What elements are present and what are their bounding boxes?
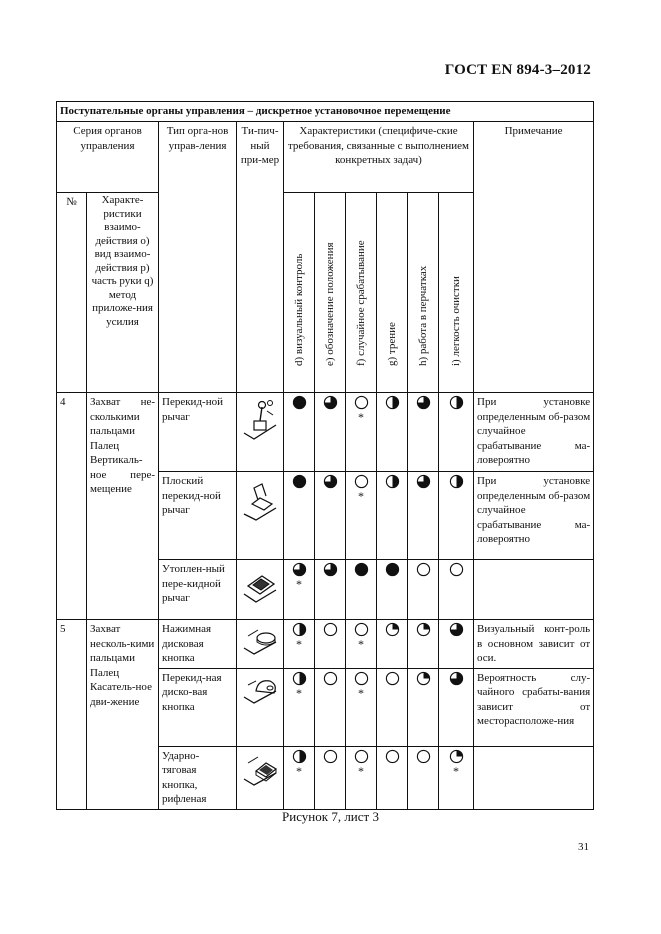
rating-half-icon xyxy=(292,749,307,764)
recessed-rocker-icon xyxy=(237,560,284,620)
toggle-lever-icon xyxy=(237,393,284,472)
rating-three-quarter-icon xyxy=(416,395,431,410)
rating-full-icon xyxy=(385,562,400,577)
rating-cell xyxy=(284,393,315,472)
rating-cell xyxy=(439,746,474,809)
star-marker: * xyxy=(358,763,364,778)
series-header: Серия органов управления xyxy=(57,122,159,193)
rating-full-icon xyxy=(292,395,307,410)
rating-cell xyxy=(377,472,408,560)
rating-cell xyxy=(284,560,315,620)
rating-cell xyxy=(439,560,474,620)
col-f-header: f) случайное срабатывание xyxy=(346,193,377,393)
note-cell xyxy=(474,560,594,620)
rating-cell xyxy=(377,560,408,620)
rating-cell xyxy=(315,620,346,669)
figure-caption: Рисунок 7, лист 3 xyxy=(282,809,379,824)
rating-cell xyxy=(346,668,377,746)
rating-full-icon xyxy=(292,474,307,489)
star-marker: * xyxy=(358,489,364,503)
rating-cell xyxy=(284,746,315,809)
rating-cell xyxy=(284,668,315,746)
col-e-header: e) обозначение положения xyxy=(315,193,346,393)
rating-empty-icon xyxy=(354,622,369,637)
control-type: Нажимная дисковая кнопка xyxy=(159,620,237,669)
rating-empty-icon xyxy=(354,671,369,686)
controls-table xyxy=(56,101,594,810)
number-header: № xyxy=(57,193,87,393)
rating-half-icon xyxy=(385,395,400,410)
star-marker: * xyxy=(296,763,302,778)
rating-three-quarter-icon xyxy=(323,395,338,410)
rating-half-icon xyxy=(292,622,307,637)
group-number: 5 xyxy=(57,620,87,810)
rating-cell xyxy=(284,472,315,560)
rating-empty-icon xyxy=(354,395,369,410)
rating-cell xyxy=(408,472,439,560)
rating-empty-icon xyxy=(323,622,338,637)
star-marker: * xyxy=(358,410,364,424)
rating-cell xyxy=(346,472,377,560)
rating-empty-icon xyxy=(354,749,369,764)
star-marker: * xyxy=(358,637,364,651)
rating-cell xyxy=(377,668,408,746)
disc-rocker-button-icon xyxy=(237,668,284,746)
rating-three-quarter-icon xyxy=(323,562,338,577)
note-cell: При установке определенным об-разом случайное срабатывание ма-ловероятно xyxy=(474,472,594,560)
rating-cell xyxy=(346,393,377,472)
star-marker: * xyxy=(296,637,302,651)
rating-quarter-icon xyxy=(416,671,431,686)
col-d-header: d) визуальный контроль xyxy=(284,193,315,393)
rating-cell xyxy=(439,393,474,472)
control-type: Утоплен-ный пере-кидной рычаг xyxy=(159,560,237,620)
rating-cell xyxy=(377,620,408,669)
group-number: 4 xyxy=(57,393,87,620)
rating-cell xyxy=(315,393,346,472)
star-marker: * xyxy=(296,577,302,591)
rating-half-icon xyxy=(449,474,464,489)
rating-cell xyxy=(315,472,346,560)
rating-cell xyxy=(408,393,439,472)
rating-full-icon xyxy=(354,562,369,577)
rating-three-quarter-icon xyxy=(449,622,464,637)
rating-cell xyxy=(439,668,474,746)
rating-cell xyxy=(408,668,439,746)
star-marker: * xyxy=(453,763,459,778)
rating-empty-icon xyxy=(385,671,400,686)
note-cell: При установке определенным об-разом случайное срабатывание ма-ловероятно xyxy=(474,393,594,472)
star-marker: * xyxy=(358,685,364,700)
control-type: Плоский перекид-ной рычаг xyxy=(159,472,237,560)
rating-quarter-icon xyxy=(385,622,400,637)
table-row xyxy=(57,393,594,472)
rating-three-quarter-icon xyxy=(416,474,431,489)
rating-cell xyxy=(346,746,377,809)
col-h-header: h) работа в перчатках xyxy=(408,193,439,393)
disc-push-button-icon xyxy=(237,620,284,669)
rating-cell xyxy=(377,746,408,809)
characteristics-header: Характеристики (специфиче-ские требования, связанные с выполнением конкретных задач) xyxy=(284,122,474,193)
star-marker: * xyxy=(296,685,302,700)
ribbed-push-pull-button-icon xyxy=(237,746,284,809)
control-type-header: Тип орга-нов управ-ления xyxy=(159,122,237,393)
typical-example-header: Ти-пич-ный при-мер xyxy=(237,122,284,393)
note-cell: Вероятность слу-чайного срабаты-вания зависит от месторасположе-ния xyxy=(474,668,594,746)
rating-cell xyxy=(377,393,408,472)
rating-cell xyxy=(346,560,377,620)
rating-cell xyxy=(408,560,439,620)
rating-empty-icon xyxy=(323,749,338,764)
rating-quarter-icon xyxy=(449,749,464,764)
rating-three-quarter-icon xyxy=(449,671,464,686)
rating-empty-icon xyxy=(385,749,400,764)
rating-empty-icon xyxy=(449,562,464,577)
col-i-header: i) легкость очистки xyxy=(439,193,474,393)
control-type: Перекид-ной рычаг xyxy=(159,393,237,472)
rating-cell xyxy=(315,668,346,746)
group-interaction: Захват не-сколькими пальцами Палец Вертикаль-ное пере-мещение xyxy=(87,393,159,620)
standard-code: ГОСТ EN 894-3–2012 xyxy=(444,62,591,78)
rating-quarter-icon xyxy=(416,622,431,637)
rating-cell xyxy=(315,746,346,809)
rating-cell xyxy=(439,472,474,560)
table-row xyxy=(57,620,594,669)
note-header: Примечание xyxy=(474,122,594,393)
rating-cell xyxy=(346,620,377,669)
rating-cell xyxy=(439,620,474,669)
control-type: Перекид-ная диско-вая кнопка xyxy=(159,668,237,746)
rating-cell xyxy=(408,746,439,809)
rating-empty-icon xyxy=(323,671,338,686)
rating-empty-icon xyxy=(354,474,369,489)
rating-half-icon xyxy=(292,671,307,686)
rating-three-quarter-icon xyxy=(323,474,338,489)
rating-half-icon xyxy=(385,474,400,489)
group-interaction: Захват несколь-кими пальцами Палец Касатель-ное дви-жение xyxy=(87,620,159,810)
rating-empty-icon xyxy=(416,749,431,764)
rating-three-quarter-icon xyxy=(292,562,307,577)
rating-half-icon xyxy=(449,395,464,410)
rating-empty-icon xyxy=(416,562,431,577)
table-title: Поступательные органы управления – дискретное установочное перемещение xyxy=(57,102,594,122)
rating-cell xyxy=(408,620,439,669)
col-g-header: g) трение xyxy=(377,193,408,393)
note-cell: Визуальный конт-роль в основном зависит от оси. xyxy=(474,620,594,669)
rating-cell xyxy=(284,620,315,669)
rating-cell xyxy=(315,560,346,620)
control-type: Ударно-тяговая кнопка, рифленая xyxy=(159,746,237,809)
note-cell xyxy=(474,746,594,809)
page-number: 31 xyxy=(578,841,589,853)
interaction-header: Характе-ристики взаимо-действия о) вид взаимо-действия р) часть руки q) метод приложе-ния усилия xyxy=(87,193,159,393)
flat-rocker-icon xyxy=(237,472,284,560)
